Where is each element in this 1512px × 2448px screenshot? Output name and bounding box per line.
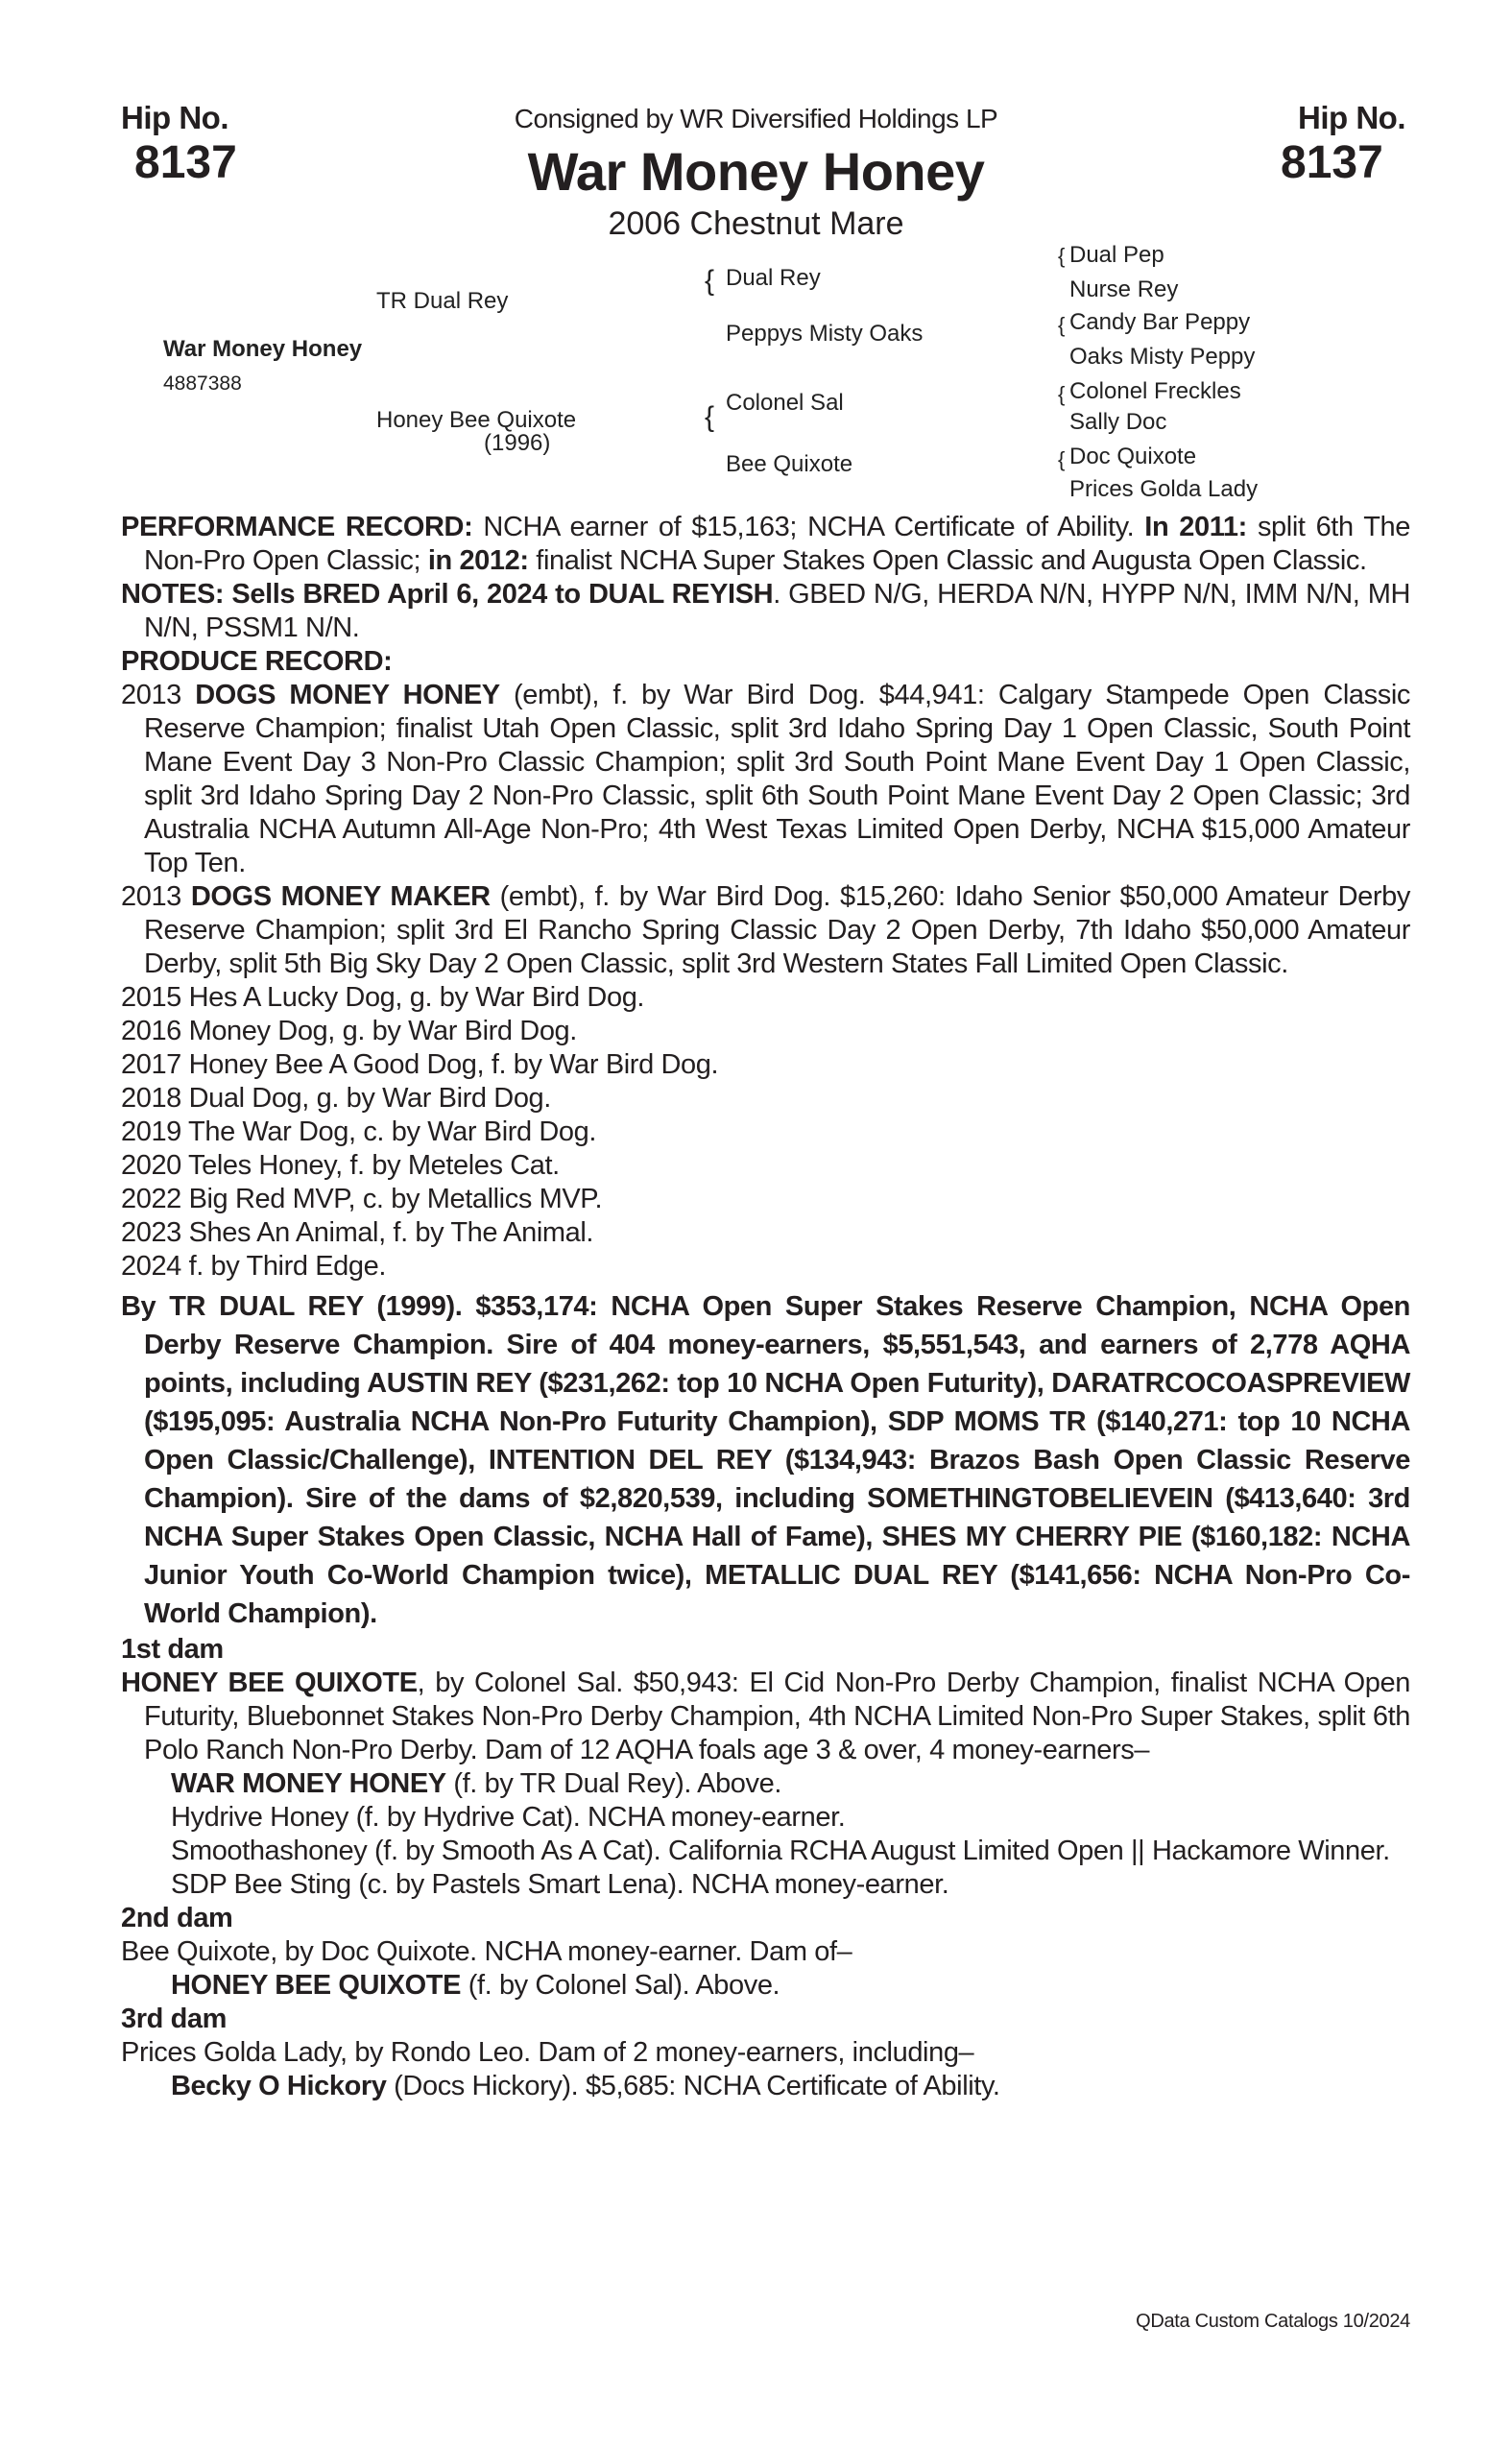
produce-entry: 2023 Shes An Animal, f. by The Animal.	[121, 1217, 594, 1248]
pedigree-ssd: Nurse Rey	[1069, 276, 1179, 302]
second-dam-label: 2nd dam	[121, 1903, 233, 1933]
pedigree-reg-no: 4887388	[163, 372, 242, 395]
produce-entry: 2024 f. by Third Edge.	[121, 1251, 387, 1282]
produce-entry: 2013 DOGS MONEY HONEY (embt), f. by War Bird Dog. $44,941: Calgary Stampede Open Classic Reserve Champion; finalist Utah Open Classic, split 3rd Idaho Spring Day 1 Open Classic, South Point Mane Event Day 3 Non-Pro Classic Champion; split 3rd South Point Mane Event Day 1 Open Classic, split 3rd Idaho Spring Day 2 Non-Pro Classic, split 6th South Point Mane Event Day 2 Open Classic; 3rd Australia NCHA Autumn All-Age Non-Pro; 4th West Texas Limited Open Derby, NCHA $15,000 Amateur Top Ten.	[121, 680, 1410, 878]
catalog-body	[121, 511, 1410, 2103]
pedigree-dss: Colonel Freckles	[1069, 378, 1241, 404]
produce-entry: 2016 Money Dog, g. by War Bird Dog.	[121, 1016, 577, 1046]
pedigree-ss: Dual Rey	[726, 265, 821, 291]
horse-name: War Money Honey	[527, 141, 985, 202]
hip-number-left: 8137	[134, 137, 237, 188]
brace-sd: {	[1058, 313, 1066, 337]
brace-ds: {	[1058, 382, 1066, 406]
pedigree-sss: Dual Pep	[1069, 242, 1164, 268]
first-dam-foal: WAR MONEY HONEY (f. by TR Dual Rey). Above.	[171, 1768, 782, 1799]
pedigree-dam-year: (1996)	[484, 430, 551, 456]
horse-description: 2006 Chestnut Mare	[608, 205, 904, 242]
performance-label: PERFORMANCE RECORD:	[121, 512, 473, 542]
pedigree-sire: TR Dual Rey	[376, 288, 509, 314]
pedigree-dam: Honey Bee Quixote	[376, 407, 577, 433]
first-dam-foal: Smoothashoney (f. by Smooth As A Cat). California RCHA August Limited Open || Hackamore Winner.	[171, 1836, 1390, 1866]
consignor: Consigned by WR Diversified Holdings LP	[514, 104, 998, 133]
third-dam-foal: Becky O Hickory (Docs Hickory). $5,685: NCHA Certificate of Ability.	[171, 2071, 1000, 2101]
first-dam-foal: SDP Bee Sting (c. by Pastels Smart Lena). NCHA money-earner.	[171, 1869, 949, 1900]
brace-dam: {	[705, 401, 715, 433]
performance-record: PERFORMANCE RECORD: NCHA earner of $15,163; NCHA Certificate of Ability. In 2011: split 6th The Non-Pro Open Classic; in 2012: finalist NCHA Super Stakes Open Classic and Augusta Open Classic.	[121, 512, 1410, 576]
pedigree-dds: Doc Quixote	[1069, 444, 1197, 469]
produce-entry: 2019 The War Dog, c. by War Bird Dog.	[121, 1116, 597, 1147]
produce-entry: 2022 Big Red MVP, c. by Metallics MVP.	[121, 1184, 603, 1214]
notes-label: NOTES: Sells BRED April 6, 2024 to DUAL REYISH	[121, 579, 774, 610]
produce-entry: 2013 DOGS MONEY MAKER (embt), f. by War Bird Dog. $15,260: Idaho Senior $50,000 Amateur Derby Reserve Champion; split 3rd El Rancho Spring Classic Day 2 Open Derby, 7th Idaho $50,000 Amateur Derby, split 5th Big Sky Day 2 Open Classic, split 3rd Western States Fall Limited Open Classic.	[121, 881, 1410, 979]
pedigree-sd: Peppys Misty Oaks	[726, 321, 924, 347]
hip-label-left: Hip No.	[121, 100, 228, 135]
first-dam-foal: Hydrive Honey (f. by Hydrive Cat). NCHA money-earner.	[171, 1802, 846, 1833]
brace-sire: {	[705, 265, 715, 297]
produce-entry: 2017 Honey Bee A Good Dog, f. by War Bird Dog.	[121, 1049, 719, 1080]
pedigree-dd: Bee Quixote	[726, 451, 853, 477]
pedigree-dsd: Sally Doc	[1069, 409, 1167, 435]
brace-ss: {	[1058, 244, 1066, 268]
pedigree-ddd: Prices Golda Lady	[1069, 476, 1259, 502]
pedigree-sds: Candy Bar Peppy	[1069, 309, 1251, 335]
first-dam-label: 1st dam	[121, 1634, 224, 1665]
produce-entry: 2018 Dual Dog, g. by War Bird Dog.	[121, 1083, 551, 1114]
second-dam-foal: HONEY BEE QUIXOTE (f. by Colonel Sal). Above.	[171, 1970, 780, 2001]
produce-record-label: PRODUCE RECORD:	[121, 646, 393, 677]
hip-number-right: 8137	[1281, 137, 1383, 188]
footer-credit: QData Custom Catalogs 10/2024	[1136, 2311, 1410, 2332]
brace-dd: {	[1058, 447, 1066, 471]
pedigree-horse: War Money Honey	[163, 336, 363, 362]
first-dam-record: HONEY BEE QUIXOTE, by Colonel Sal. $50,943: El Cid Non-Pro Derby Champion, finalist NCHA Open Futurity, Bluebonnet Stakes Non-Pro Derby Champion, 4th NCHA Limited Non-Pro Super Stakes, split 6th Polo Ranch Non-Pro Derby. Dam of 12 AQHA foals age 3 & over, 4 money-earners–	[121, 1668, 1410, 1765]
third-dam-record: Prices Golda Lady, by Rondo Leo. Dam of 2 money-earners, including–	[121, 2037, 974, 2068]
third-dam-label: 3rd dam	[121, 2004, 228, 2034]
sire-record: By TR DUAL REY (1999). $353,174: NCHA Open Super Stakes Reserve Champion, NCHA Open Derby Reserve Champion. Sire of 404 money-earners, $5,551,543, and earners of 2,778 AQHA points, including AUSTIN REY ($231,262: top 10 NCHA Open Futurity), DARATRCOCOASPREVIEW ($195,095: Australia NCHA Non-Pro Futurity Champion), SDP MOMS TR ($140,271: top 10 NCHA Open Classic/Challenge), INTENTION DEL REY ($134,943: Brazos Bash Open Classic Reserve Champion). Sire of the dams of $2,820,539, including SOMETHINGTOBELIEVEIN ($413,640: 3rd NCHA Super Stakes Open Classic, NCHA Hall of Fame), SHES MY CHERRY PIE ($160,182: NCHA Junior Youth Co-World Champion twice), METALLIC DUAL REY ($141,656: NCHA Non-Pro Co-World Champion).	[121, 1291, 1410, 1629]
pedigree-ds: Colonel Sal	[726, 390, 844, 416]
notes: NOTES: Sells BRED April 6, 2024 to DUAL REYISH. GBED N/G, HERDA N/N, HYPP N/N, IMM N/N, MH N/N, PSSM1 N/N.	[121, 579, 1411, 643]
hip-label-right: Hip No.	[1298, 100, 1405, 135]
produce-entry: 2015 Hes A Lucky Dog, g. by War Bird Dog.	[121, 982, 645, 1013]
pedigree-sdd: Oaks Misty Peppy	[1069, 344, 1256, 370]
second-dam-record: Bee Quixote, by Doc Quixote. NCHA money-earner. Dam of–	[121, 1936, 852, 1967]
produce-entry: 2020 Teles Honey, f. by Meteles Cat.	[121, 1150, 560, 1181]
